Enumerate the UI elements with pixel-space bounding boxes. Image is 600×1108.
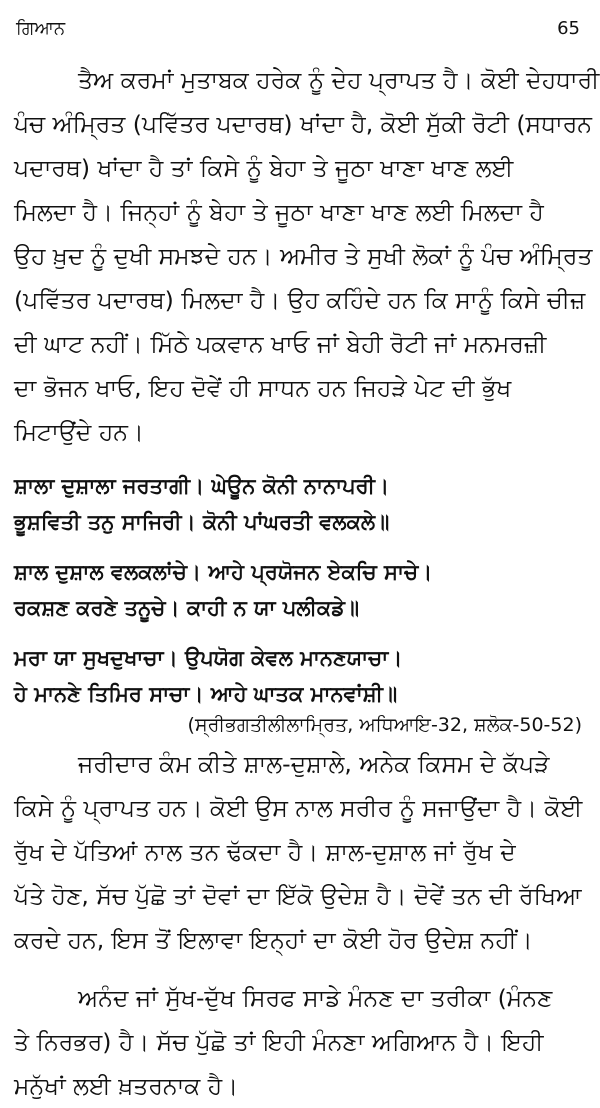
verse-line: ਸ਼ਾਲਾ ਦੁਸ਼ਾਲਾ ਜਰਤਾਗੀ। ਘੇਊਨ ਕੋਨੀ ਨਾਨਾਪਰੀ।	[14, 474, 390, 498]
verse-line: ਰਕਸ਼ਣ ਕਰਣੇ ਤਨੂਚੇ। ਕਾਹੀ ਨ ਯਾ ਪਲੀਕਡੇ॥	[14, 596, 360, 620]
text-line: ਦਾ ਭੋਜਨ ਖਾਓ, ਇਹ ਦੋਵੇਂ ਹੀ ਸਾਧਨ ਹਨ ਜਿਹੜੇ ਪੇਟ ਦੀ ਭੁੱਖ	[14, 374, 512, 402]
paragraph-1	[14, 58, 600, 454]
text-line: ਪਦਾਰਥ) ਖਾਂਦਾ ਹੈ ਤਾਂ ਕਿਸੇ ਨੂੰ ਬੇਹਾ ਤੇ ਜੂਠਾ ਖਾਣਾ ਖਾਣ ਲਈ	[14, 154, 514, 182]
text-line: ਤੇ ਨਿਰਭਰ) ਹੈ। ਸੱਚ ਪੁੱਛੋ ਤਾਂ ਇਹੀ ਮੰਨਣਾ ਅਗਿਆਨ ਹੈ। ਇਹੀ	[14, 1028, 544, 1056]
text-line: ਉਹ ਖ਼ੁਦ ਨੂੰ ਦੁਖੀ ਸਮਝਦੇ ਹਨ। ਅਮੀਰ ਤੇ ਸੁਖੀ ਲੋਕਾਂ ਨੂੰ ਪੰਚ ਅੰਮ੍ਰਿਤ	[14, 242, 593, 270]
text-line: ਮਿਲਦਾ ਹੈ। ਜਿਨ੍ਹਾਂ ਨੂੰ ਬੇਹਾ ਤੇ ਜੂਠਾ ਖਾਣਾ ਖਾਣ ਲਈ ਮਿਲਦਾ ਹੈ	[14, 198, 544, 226]
running-header	[14, 18, 586, 52]
verse-line: ਹੇ ਮਾਨਣੇ ਤਿਮਿਰ ਸਾਚਾ। ਆਹੇ ਘਾਤਕ ਮਾਨਵਾਂਸ਼ੀ॥	[14, 682, 398, 706]
text-line: ਅਨੰਦ ਜਾਂ ਸੁੱਖ-ਦੁੱਖ ਸਿਰਫ ਸਾਡੇ ਮੰਨਣ ਦਾ ਤਰੀਕਾ (ਮੰਨਣ	[78, 984, 553, 1012]
text-line: ਤੈਅ ਕਰਮਾਂ ਮੁਤਾਬਕ ਹਰੇਕ ਨੂੰ ਦੇਹ ਪ੍ਰਾਪਤ ਹੈ। ਕੋਈ ਦੇਹਧਾਰੀ	[78, 66, 600, 94]
chapter-title: ਗਿਆਨ	[16, 18, 66, 39]
verse-line: ਭੂਸ਼ਵਿਤੀ ਤਨੁ ਸਾਜਿਰੀ। ਕੋਨੀ ਪਾਂਘਰਤੀ ਵਲਕਲੇ॥	[14, 510, 390, 534]
text-line: ਜਰੀਦਾਰ ਕੰਮ ਕੀਤੇ ਸ਼ਾਲ-ਦੁਸ਼ਾਲੇ, ਅਨੇਕ ਕਿਸਮ ਦੇ ਕੱਪੜੇ	[78, 750, 550, 778]
text-line: ਪੱਤੇ ਹੋਣ, ਸੱਚ ਪੁੱਛੋ ਤਾਂ ਦੋਵਾਂ ਦਾ ਇੱਕੋ ਉਦੇਸ਼ ਹੈ। ਦੋਵੇਂ ਤਨ ਦੀ ਰੱਖਿਆ	[14, 882, 582, 910]
text-line: ਕਿਸੇ ਨੂੰ ਪ੍ਰਾਪਤ ਹਨ। ਕੋਈ ਉਸ ਨਾਲ ਸਰੀਰ ਨੂੰ ਸਜਾਉਂਦਾ ਹੈ। ਕੋਈ	[14, 794, 583, 822]
verse-3	[14, 640, 586, 712]
verse-2	[14, 554, 586, 626]
paragraph-gap	[14, 962, 586, 970]
verse-line: ਸ਼ਾਲ ਦੁਸ਼ਾਲ ਵਲਕਲਾਂਚੇ। ਆਹੇ ਪ੍ਰਯੋਜਨ ਏਕਚਿ ਸਾਚੇ।	[14, 560, 433, 584]
text-line: ਪੰਚ ਅੰਮ੍ਰਿਤ (ਪਵਿੱਤਰ ਪਦਾਰਥ) ਖਾਂਦਾ ਹੈ, ਕੋਈ ਸੁੱਕੀ ਰੋਟੀ (ਸਧਾਰਨ	[14, 110, 592, 138]
verse-source-citation: (ਸ੍ਰੀਭਗਤੀਲੀਲਾਮ੍ਰਿਤ, ਅਧਿਆਇ-32, ਸ਼ਲੋਕ-50-52)	[187, 714, 582, 736]
text-line: ਦੀ ਘਾਟ ਨਹੀਂ। ਮਿੱਠੇ ਪਕਵਾਨ ਖਾਓ ਜਾਂ ਬੇਹੀ ਰੋਟੀ ਜਾਂ ਮਨਮਰਜ਼ੀ	[14, 330, 547, 358]
text-line: ਰੁੱਖ ਦੇ ਪੱਤਿਆਂ ਨਾਲ ਤਨ ਢੱਕਦਾ ਹੈ। ਸ਼ਾਲ-ਦੁਸ਼ਾਲ ਜਾਂ ਰੁੱਖ ਦੇ	[14, 838, 516, 866]
text-line: ਕਰਦੇ ਹਨ, ਇਸ ਤੋਂ ਇਲਾਵਾ ਇਨ੍ਹਾਂ ਦਾ ਕੋਈ ਹੋਰ ਉਦੇਸ਼ ਨਹੀਂ।	[14, 926, 533, 954]
text-line: ਮਿਟਾਉਂਦੇ ਹਨ।	[14, 418, 144, 446]
page-number: 65	[557, 18, 580, 39]
text-line: ਮਨੁੱਖਾਂ ਲਈ ਖ਼ਤਰਨਾਕ ਹੈ।	[14, 1072, 239, 1100]
verse-1	[14, 468, 586, 540]
text-line: (ਪਵਿੱਤਰ ਪਦਾਰਥ) ਮਿਲਦਾ ਹੈ। ਉਹ ਕਹਿੰਦੇ ਹਨ ਕਿ ਸਾਨੂੰ ਕਿਸੇ ਚੀਜ਼	[14, 286, 586, 314]
verse-line: ਮਰਾ ਯਾ ਸੁਖਦੁਖਾਚਾ। ਉਪਯੋਗ ਕੇਵਲ ਮਾਨਣਯਾਚਾ।	[14, 646, 403, 670]
paragraph-2	[14, 742, 586, 962]
paragraph-3	[14, 976, 586, 1108]
